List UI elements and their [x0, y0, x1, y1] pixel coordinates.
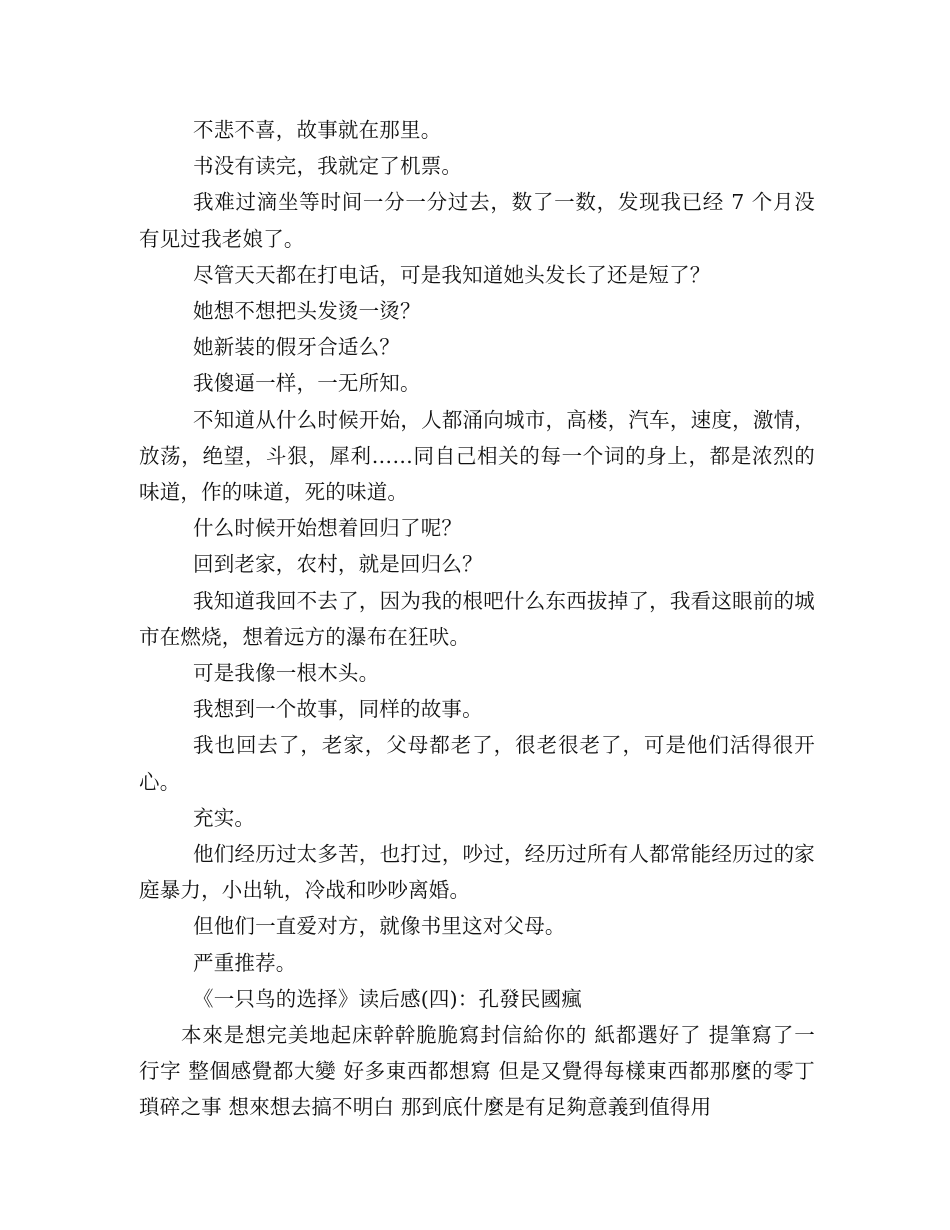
paragraph: 充实。	[193, 805, 256, 830]
paragraph: 但他们一直爱对方，就像书里这对父母。	[193, 914, 566, 939]
paragraph: 不知道从什么时候开始，人都涌向城市，高楼，汽车，速度，激情，放荡，绝望，斗狠，犀利……同自己相关的每一个词的身上，都是浓烈的味道，作的味道，死的味道。	[139, 407, 815, 505]
paragraph: 尽管天天都在打电话，可是我知道她头发长了还是短了？	[193, 262, 711, 287]
paragraph: 回到老家，农村，就是回归么？	[193, 552, 483, 577]
paragraph: 我知道我回不去了，因为我的根吧什么东西拔掉了，我看这眼前的城市在燃烧，想着远方的瀑布在狂吠。	[139, 588, 815, 649]
paragraph: 我想到一个故事，同样的故事。	[193, 697, 483, 722]
paragraph: 可是我像一根木头。	[193, 661, 380, 686]
paragraph: 书没有读完，我就定了机票。	[193, 154, 463, 179]
paragraph: 严重推荐。	[193, 950, 297, 975]
paragraph: 他们经历过太多苦，也打过，吵过，经历过所有人都常能经历过的家庭暴力，小出轨，冷战和吵吵离婚。	[139, 842, 815, 903]
paragraph: 我傻逼一样，一无所知。	[193, 371, 421, 396]
paragraph: 不悲不喜，故事就在那里。	[193, 118, 442, 142]
document-body	[139, 112, 815, 1126]
section-heading: 《一只鸟的选择》读后感(四)：孔發民國瘋	[193, 986, 582, 1011]
paragraph: 我难过滴坐等时间一分一分过去，数了一数，发现我已经 7 个月没有见过我老娘了。	[139, 190, 815, 251]
paragraph: 我也回去了，老家，父母都老了，很老很老了，可是他们活得很开心。	[139, 733, 815, 794]
paragraph: 本來是想完美地起床幹幹脆脆寫封信給你的 紙都選好了 提筆寫了一行字 整個感覺都大變 好多東西都想寫 但是又覺得每樣東西都那麼的零丁瑣碎之事 想來想去搞不明白 那到底什麼是有足夠意義到值得用	[139, 1023, 815, 1120]
paragraph: 她新装的假牙合适么？	[193, 335, 400, 360]
paragraph: 什么时候开始想着回归了呢？	[193, 516, 463, 541]
paragraph: 她想不想把头发烫一烫？	[193, 299, 421, 324]
